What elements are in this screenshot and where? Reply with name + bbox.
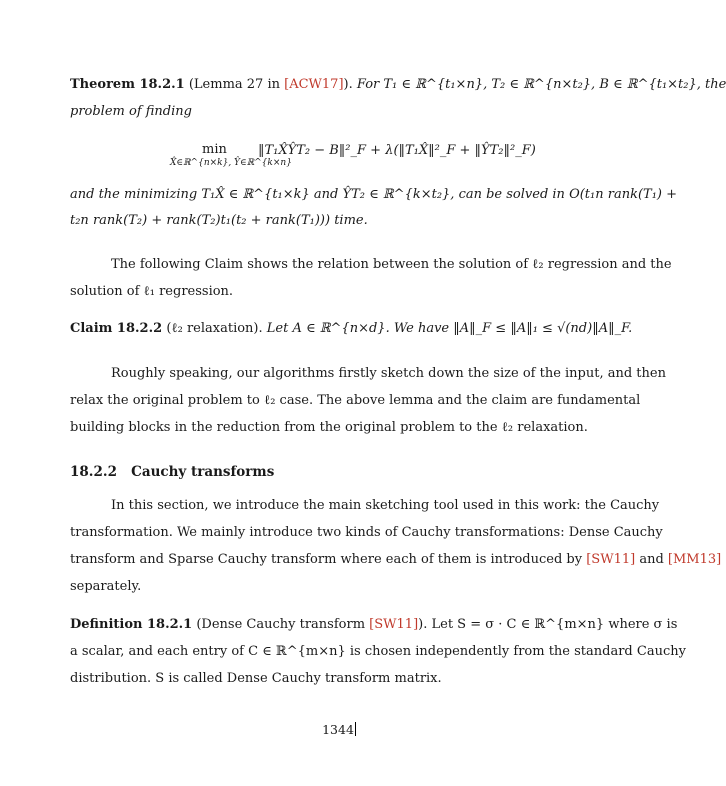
para2-line-3: building blocks in the reduction from the original problem to the ℓ₂ relaxation.	[70, 420, 588, 435]
claim	[70, 320, 633, 338]
text-cursor	[355, 722, 356, 736]
para3-line-3	[70, 551, 717, 569]
section-title: Cauchy transforms	[131, 464, 275, 480]
theorem-line-2: problem of finding	[70, 104, 192, 119]
eq-min-subscript: X̂∈ℝ^{n×k}, Ŷ∈ℝ^{k×n}	[170, 158, 292, 168]
citation-acw17[interactable]: [ ACW17 ]	[284, 77, 343, 92]
theorem-line-4: t₂n rank(T₂) + rank(T₂)t₁(t₂ + rank(T₁))) time.	[70, 213, 368, 228]
para1-line-2: solution of ℓ₁ regression.	[70, 284, 234, 299]
para2-line-2: relax the original problem to ℓ₂ case. The above lemma and the claim are fundamental	[70, 393, 641, 408]
citation-mm13[interactable]: [ MM13 ]	[668, 552, 721, 567]
para3-line-4: separately.	[70, 579, 142, 594]
claim-paren: (ℓ₂ relaxation).	[166, 321, 263, 336]
definition-line-2: a scalar, and each entry of C ∈ ℝ^{m×n} is chosen independently from the standard Cauchy	[70, 644, 686, 659]
theorem-line-3: and the minimizing T₁X̂ ∈ ℝ^{t₁×k} and ŶT₂ ∈ ℝ^{k×t₂}, can be solved in O(t₁n rank(T₁) +	[70, 187, 678, 202]
para2-line-1: Roughly speaking, our algorithms firstly sketch down the size of the input, and then	[111, 366, 666, 381]
theorem-statement-math: For T₁ ∈ ℝ^{t₁×n}, T₂ ∈ ℝ^{n×t₂}, B ∈ ℝ^{t₁×t₂}, the	[356, 77, 726, 92]
theorem-paren-post: ).	[343, 77, 353, 92]
definition-paren-pre: (Dense Cauchy transform	[196, 617, 370, 632]
para1-line-1: The following Claim shows the relation between the solution of ℓ₂ regression and the	[111, 257, 672, 272]
theorem-paren-pre: (Lemma 27 in	[188, 77, 285, 92]
theorem-label: Theorem 18.2.1	[70, 77, 185, 92]
eq-objective: ‖T₁X̂ŶT₂ − B‖²_F + λ(‖T₁X̂‖²_F + ‖ŶT₂‖²_F)	[258, 143, 536, 158]
page-number	[0, 722, 678, 737]
section-heading	[70, 464, 274, 480]
eq-min-operator: min	[202, 142, 227, 157]
definition-line-3: distribution. S is called Dense Cauchy transform matrix.	[70, 671, 442, 686]
para3-line-3-pre: transform and Sparse Cauchy transform where each of them is introduced by	[70, 552, 587, 567]
section-number: 18.2.2	[70, 464, 117, 480]
definition-line-1	[70, 616, 678, 634]
para3-line-1: In this section, we introduce the main sketching tool used in this work: the Cauchy	[111, 498, 660, 513]
citation-sw11[interactable]: [ SW11 ]	[586, 552, 635, 567]
page-number-text: 1344	[322, 722, 354, 737]
citation-sw11-def[interactable]: [ SW11 ]	[369, 617, 418, 632]
para3-line-2: transformation. We mainly introduce two kinds of Cauchy transformations: Dense Cauchy	[70, 525, 663, 540]
claim-label: Claim 18.2.2	[70, 321, 163, 336]
definition-label: Definition 18.2.1	[70, 617, 193, 632]
definition-paren-post: ).	[418, 617, 428, 632]
theorem-line-1	[70, 76, 726, 94]
para3-line-3-mid: and	[635, 552, 668, 567]
claim-math: Let A ∈ ℝ^{n×d}. We have ‖A‖_F ≤ ‖A‖₁ ≤ √(nd)‖A‖_F.	[266, 321, 633, 336]
definition-line-1-rest: Let S = σ · C ∈ ℝ^{m×n} where σ is	[431, 617, 678, 632]
